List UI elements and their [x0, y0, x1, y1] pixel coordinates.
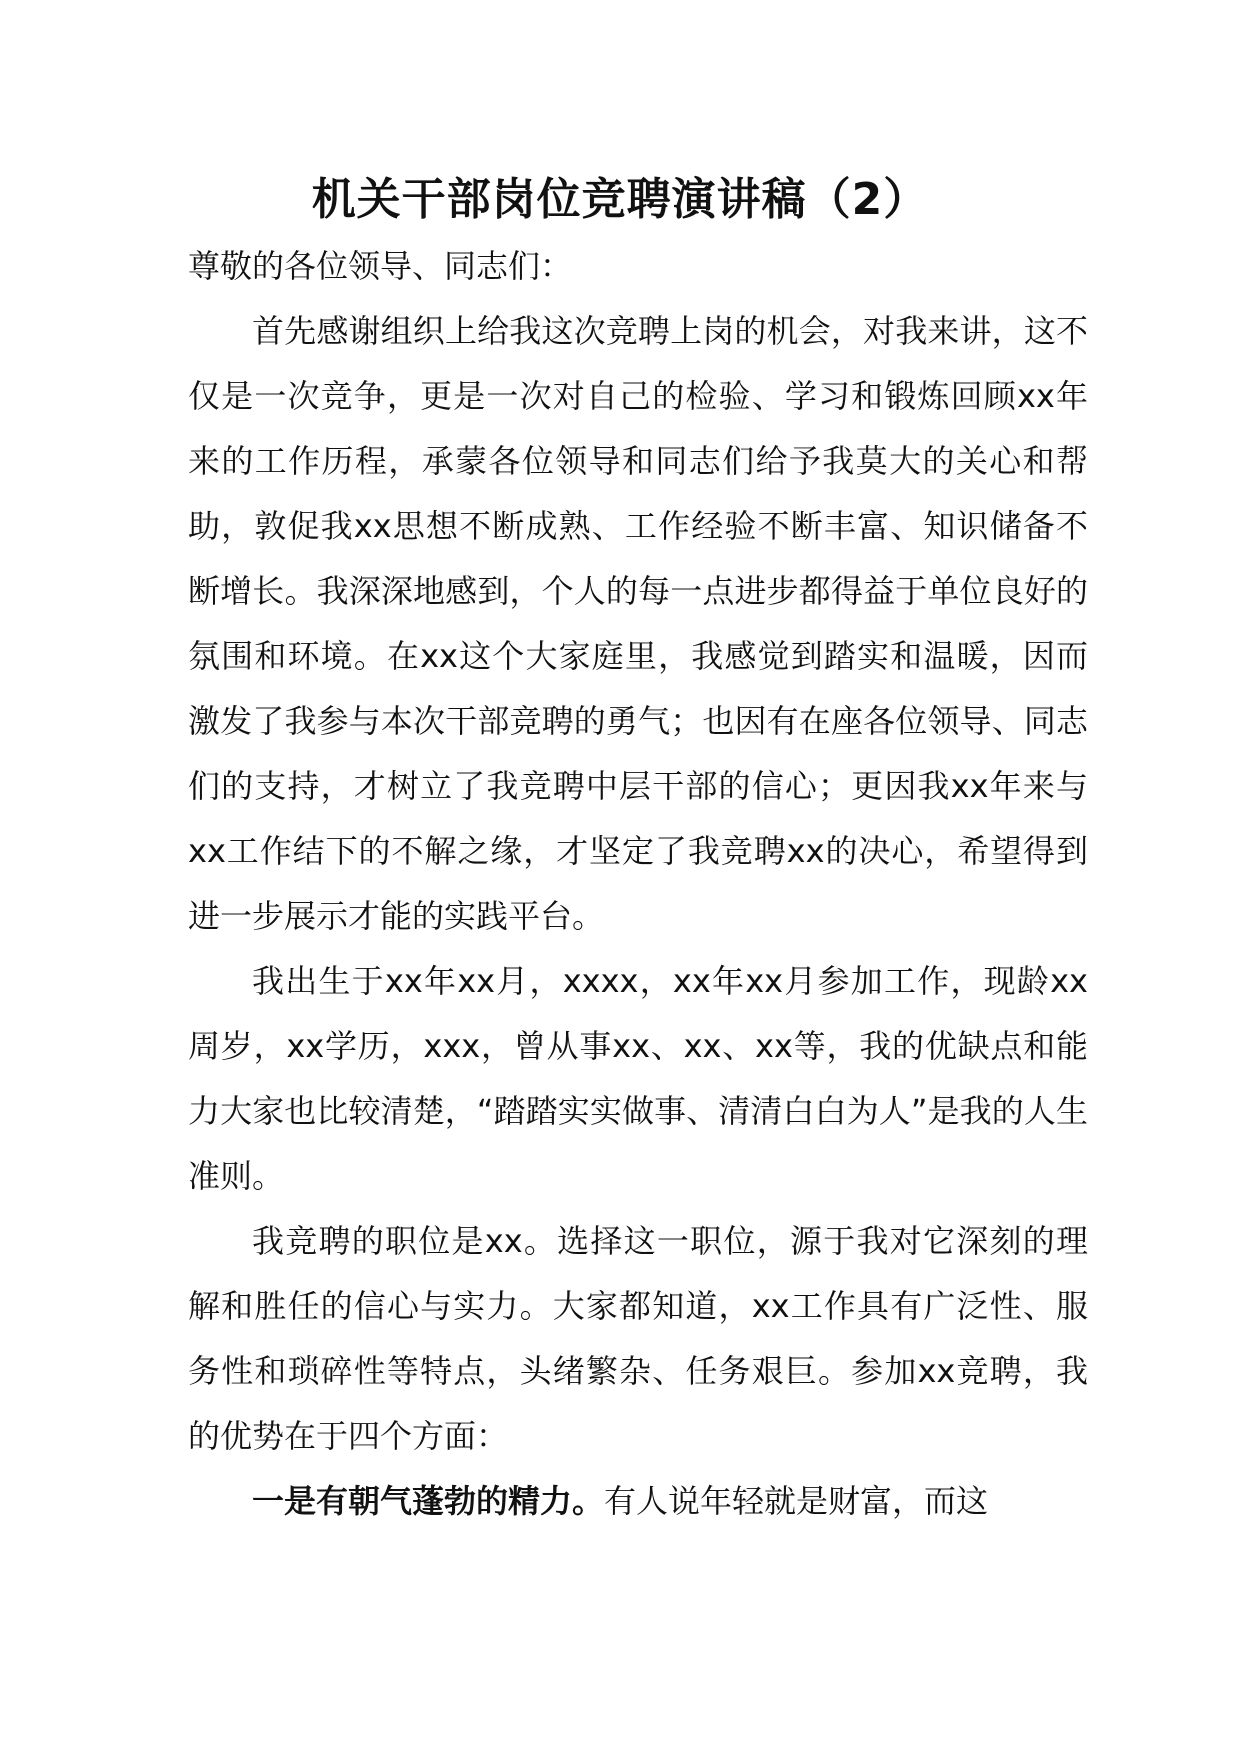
paragraph-4 [188, 1469, 1088, 1534]
paragraph-3: 我竞聘的职位是xx。选择这一职位，源于我对它深刻的理解和胜任的信心与实力。大家都知道，xx工作具有广泛性、服务性和琐碎性等特点，头绪繁杂、任务艰巨。参加xx竞聘，我的优势在于四个方面： [188, 1222, 1088, 1455]
paragraph-4-text: 有人说年轻就是财富，而这 [604, 1482, 989, 1520]
paragraph-1: 首先感谢组织上给我这次竞聘上岗的机会，对我来讲，这不仅是一次竞争，更是一次对自己的检验、学习和锻炼回顾xx年来的工作历程，承蒙各位领导和同志们给予我莫大的关心和帮助，敦促我xx思想不断成熟、工作经验不断丰富、知识储备不断增长。我深深地感到，个人的每一点进步都得益于单位良好的氛围和环境。在xx这个大家庭里，我感觉到踏实和温暖，因而激发了我参与本次干部竞聘的勇气；也因有在座各位领导、同志们的支持，才树立了我竞聘中层干部的信心；更因我xx年来与xx工作结下的不解之缘，才坚定了我竞聘xx的决心，希望得到进一步展示才能的实践平台。 [188, 312, 1088, 935]
document-title: 机关干部岗位竞聘演讲稿（2） [311, 174, 929, 225]
paragraph-4-lead: 一是有朝气蓬勃的精力。 [252, 1482, 605, 1520]
salutation: 尊敬的各位领导、同志们： [188, 247, 573, 285]
document-body [188, 234, 1088, 1534]
paragraph-2: 我出生于xx年xx月，xxxx，xx年xx月参加工作，现龄xx周岁，xx学历，xxx，曾从事xx、xx、xx等，我的优缺点和能力大家也比较清楚，“踏踏实实做事、清清白白为人”是我的人生准则。 [188, 962, 1088, 1195]
